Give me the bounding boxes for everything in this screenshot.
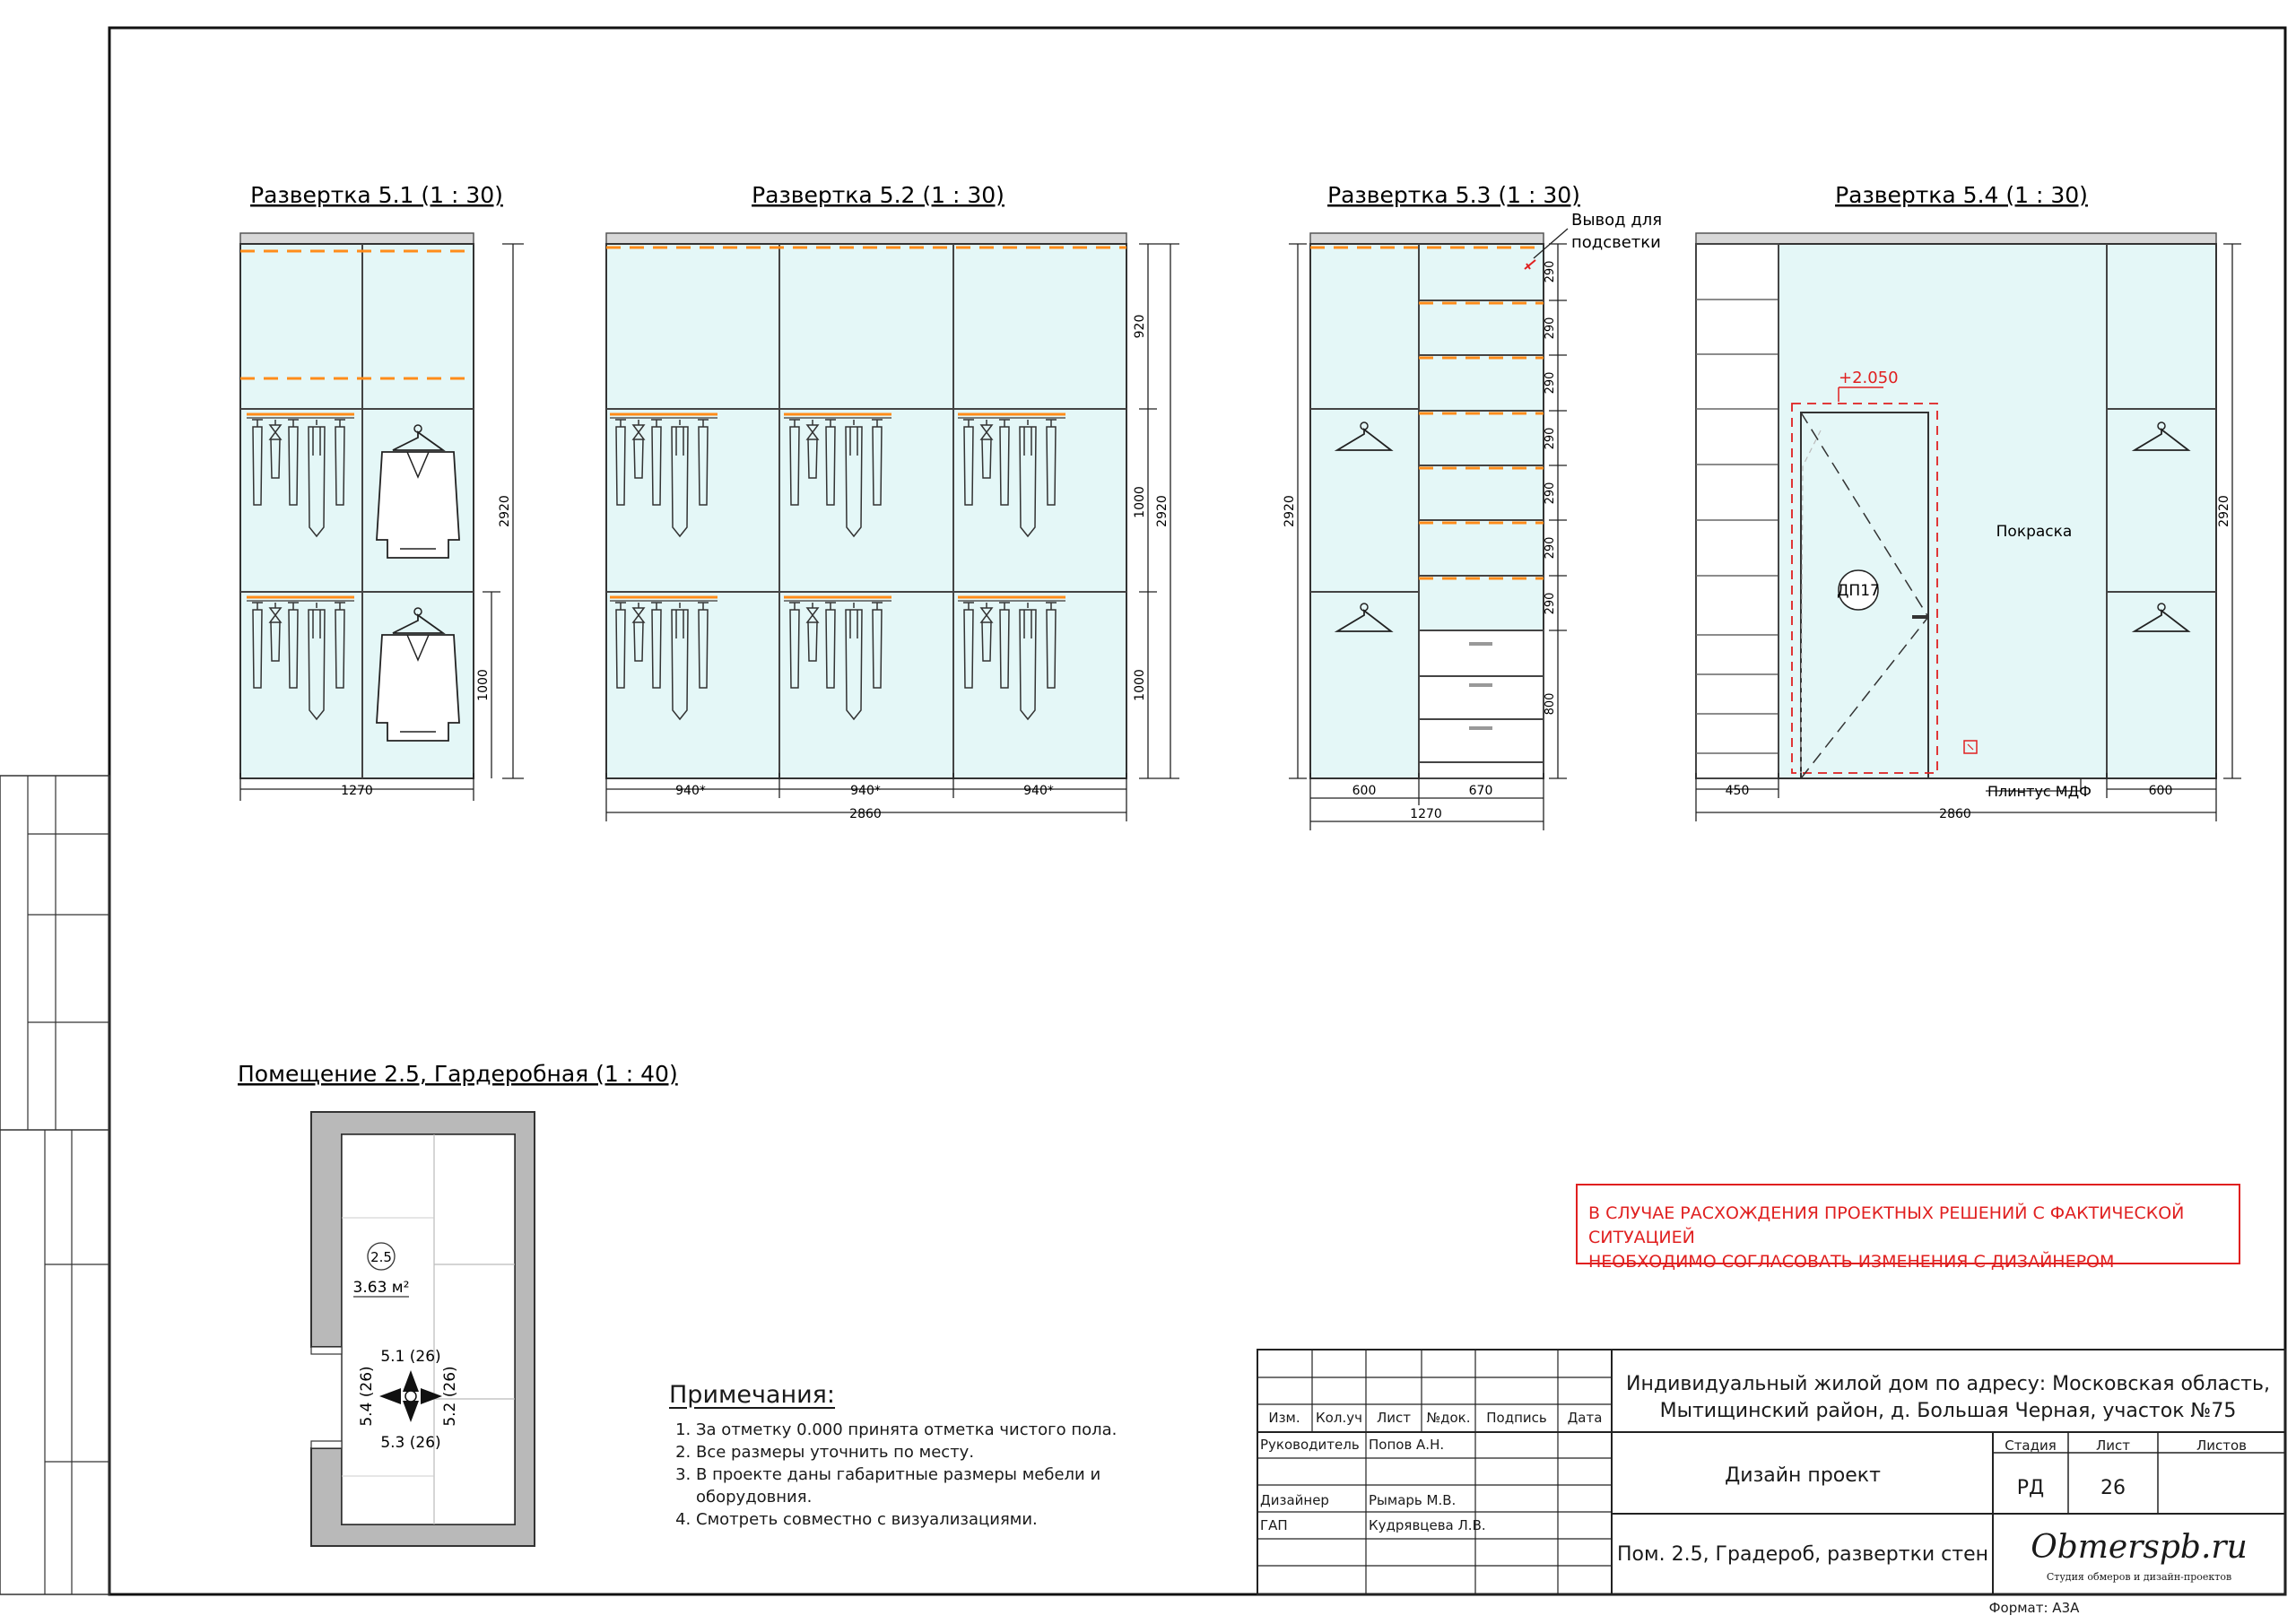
notes [669, 1381, 1198, 1531]
svg-text:Студия обмеров и дизайн-проект: Студия обмеров и дизайн-проектов [2046, 1571, 2232, 1583]
svg-text:подсветки: подсветки [1571, 233, 1661, 252]
note-item: 1. За отметку 0.000 принята отметка чистого пола. [696, 1419, 1198, 1441]
elevation-5-3 [1283, 182, 1662, 830]
svg-text:Кудрявцева Л.В.: Кудрявцева Л.В. [1369, 1517, 1486, 1533]
svg-text:Дизайнер: Дизайнер [1260, 1492, 1329, 1508]
svg-text:1270: 1270 [341, 784, 373, 798]
elevation-5-4 [1696, 182, 2241, 821]
title-5-4: Развертка 5.4 (1 : 30) [1835, 182, 2088, 208]
elevation-5-1 [240, 182, 524, 801]
notes-title: Примечания: [669, 1381, 836, 1409]
logo: Obmerspb.ru [2031, 1529, 2248, 1566]
notes-list [669, 1419, 1198, 1531]
svg-text:2920: 2920 [1283, 495, 1297, 527]
plan-title: Помещение 2.5, Гардеробная (1 : 40) [238, 1061, 678, 1087]
svg-text:940*: 940* [675, 784, 706, 798]
svg-text:Пом. 2.5, Градероб, развертки: Пом. 2.5, Градероб, развертки стен [1617, 1543, 1988, 1566]
note-item: 2. Все размеры уточнить по месту. [696, 1441, 1198, 1463]
svg-text:Изм.: Изм. [1268, 1410, 1300, 1426]
svg-text:Лист: Лист [2095, 1437, 2131, 1454]
svg-text:+2.050: +2.050 [1839, 369, 1899, 387]
svg-text:290: 290 [1544, 371, 1557, 395]
title-block-text [1260, 1373, 2270, 1616]
svg-text:5.3 (26): 5.3 (26) [380, 1434, 441, 1452]
svg-text:800: 800 [1544, 692, 1557, 716]
svg-text:290: 290 [1544, 427, 1557, 450]
svg-text:2.5: 2.5 [370, 1249, 392, 1265]
svg-text:600: 600 [1352, 784, 1377, 798]
svg-text:Покраска: Покраска [1996, 523, 2073, 541]
note-item: 3. В проекте даны габаритные размеры мебели и оборудовния. [696, 1463, 1198, 1508]
title-5-1: Развертка 5.1 (1 : 30) [250, 182, 503, 208]
svg-text:5.4 (26): 5.4 (26) [358, 1366, 376, 1427]
floor-plan [238, 1061, 678, 1546]
svg-text:2920: 2920 [498, 495, 512, 527]
svg-text:600: 600 [2148, 784, 2173, 798]
svg-text:Формат: А3А: Формат: А3А [1988, 1600, 2080, 1616]
svg-text:Плинтус МДФ: Плинтус МДФ [1987, 783, 2092, 800]
svg-text:1270: 1270 [1410, 807, 1442, 821]
svg-text:2920: 2920 [1155, 495, 1170, 527]
svg-text:3.63 м²: 3.63 м² [352, 1279, 410, 1297]
svg-text:Индивидуальный жилой дом по ад: Индивидуальный жилой дом по адресу: Московская область, [1626, 1373, 2270, 1395]
svg-text:1000: 1000 [476, 669, 491, 701]
svg-text:Листов: Листов [2196, 1437, 2248, 1454]
svg-text:1000: 1000 [1133, 669, 1147, 701]
svg-text:940*: 940* [850, 784, 881, 798]
svg-text:Дата: Дата [1567, 1410, 1603, 1426]
svg-text:2860: 2860 [1939, 807, 1971, 821]
svg-text:920: 920 [1133, 314, 1147, 339]
svg-text:290: 290 [1544, 482, 1557, 505]
svg-text:1000: 1000 [1133, 486, 1147, 518]
warning-line-1: В СЛУЧАЕ РАСХОЖДЕНИЯ ПРОЕКТНЫХ РЕШЕНИЙ С ФАКТИЧЕСКОЙ СИТУАЦИЕЙ [1588, 1203, 2185, 1247]
svg-text:Вывод для: Вывод для [1571, 211, 1663, 230]
elevation-5-2 [606, 182, 1179, 821]
svg-text:Стадия: Стадия [2005, 1437, 2057, 1454]
svg-text:Руководитель: Руководитель [1260, 1437, 1360, 1453]
svg-text:ДП17: ДП17 [1837, 582, 1880, 600]
svg-text:Лист: Лист [1376, 1410, 1412, 1426]
svg-text:ГАП: ГАП [1260, 1517, 1288, 1533]
svg-text:5.2 (26): 5.2 (26) [441, 1366, 459, 1427]
svg-text:№док.: №док. [1426, 1410, 1471, 1426]
svg-text:290: 290 [1544, 536, 1557, 560]
svg-text:940*: 940* [1023, 784, 1054, 798]
binding-stamp [0, 776, 109, 1594]
svg-text:Кол.уч: Кол.уч [1316, 1410, 1362, 1426]
svg-text:290: 290 [1544, 317, 1557, 340]
svg-text:26: 26 [2100, 1477, 2126, 1499]
svg-text:2860: 2860 [849, 807, 882, 821]
svg-text:5.1 (26): 5.1 (26) [380, 1348, 441, 1366]
title-5-3: Развертка 5.3 (1 : 30) [1327, 182, 1580, 208]
svg-text:290: 290 [1544, 260, 1557, 283]
svg-text:Попов А.Н.: Попов А.Н. [1369, 1437, 1445, 1453]
svg-text:290: 290 [1544, 592, 1557, 615]
svg-text:Мытищинский район, д. Большая: Мытищинский район, д. Большая Черная, участок №75 [1659, 1400, 2237, 1422]
note-item: 4. Смотреть совместно с визуализациями. [696, 1508, 1198, 1531]
title-5-2: Развертка 5.2 (1 : 30) [752, 182, 1004, 208]
svg-text:Подпись: Подпись [1486, 1410, 1547, 1426]
svg-text:2920: 2920 [2217, 495, 2231, 527]
svg-text:670: 670 [1468, 784, 1493, 798]
svg-text:Дизайн проект: Дизайн проект [1725, 1464, 1881, 1487]
svg-text:Рымарь М.В.: Рымарь М.В. [1369, 1492, 1457, 1508]
warning-line-2: НЕОБХОДИМО СОГЛАСОВАТЬ ИЗМЕНЕНИЯ С ДИЗАЙНЕРОМ [1588, 1252, 2115, 1272]
svg-text:РД: РД [2016, 1477, 2045, 1499]
svg-text:450: 450 [1725, 784, 1750, 798]
warning-box [1576, 1184, 2240, 1272]
